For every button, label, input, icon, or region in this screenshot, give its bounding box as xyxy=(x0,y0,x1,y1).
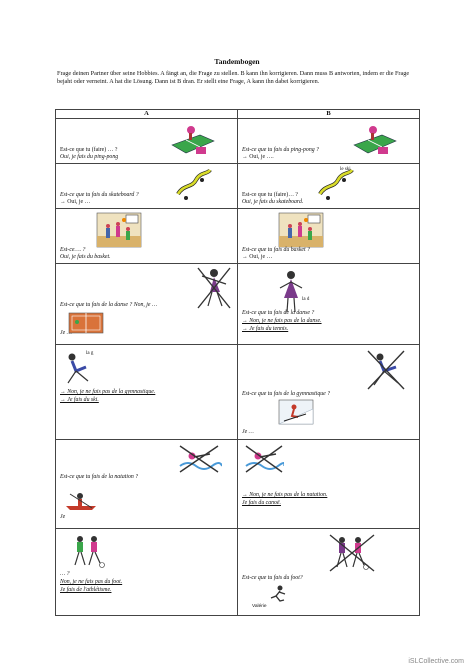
cell-b-7 xyxy=(238,529,420,616)
row6-b-answer-2: Je fais du canoë. xyxy=(242,500,281,506)
table-header-row xyxy=(56,110,420,119)
gymnast-crossed-icon xyxy=(366,349,406,391)
cell-b-5 xyxy=(238,345,420,440)
cell-b-4 xyxy=(238,264,420,345)
cell-a-6 xyxy=(56,440,238,529)
canoe-icon xyxy=(64,490,98,512)
row2-b-answer: Oui, je fais du skateboard. xyxy=(242,199,304,205)
row7-b-caption: Valérie xyxy=(252,604,267,609)
row1-a-answer: Oui, je fais du ping-pong xyxy=(60,154,119,160)
row5-a-answer-1: → Non, je ne fais pas de la gymnastique. xyxy=(60,389,156,395)
swimmer-crossed-icon xyxy=(244,444,284,474)
footer-watermark: iSLCollective.com xyxy=(408,658,464,665)
row4-b-answer-2: → Je fais du tennis. xyxy=(242,326,289,332)
row5-b-answer: Je … xyxy=(242,429,254,435)
row2-a-question: Est-ce que tu fais du skateboard ? xyxy=(60,192,139,198)
cell-b-3 xyxy=(238,209,420,264)
column-header-a: A xyxy=(56,110,238,119)
cell-a-2 xyxy=(56,164,238,209)
dancer-icon xyxy=(276,268,306,314)
dancer-crossed-icon xyxy=(196,266,232,310)
row4-b-answer-1: → Non, je ne fais pas de la danse. xyxy=(242,318,322,324)
row4-b-tag: la d xyxy=(302,297,310,302)
row7-a-question: … ? xyxy=(60,571,70,577)
row2-b-question: Est-ce que tu (faire)… ? xyxy=(242,192,299,198)
instructions: Frage deinen Partner über seine Hobbies. A fängt an, die Frage zu stellen. B kann ihn korrigieren. Dann muss B antworten, indem er die Frage bejaht oder verneint. A hat die Lösung. Dann ist B dran. Er stellt eine Frage, A kann ihn dabei korrigieren. xyxy=(57,70,410,85)
row3-b-answer: → Oui, je … xyxy=(242,254,273,260)
row3-a-question: Est-ce…. ? xyxy=(60,247,86,253)
row4-a-answer: Je … xyxy=(60,330,72,336)
row7-a-answer-1: Non, je ne fais pas du foot. xyxy=(60,579,123,585)
tandem-table xyxy=(55,109,420,616)
table-row xyxy=(56,529,420,616)
row4-a-question: Est-ce que tu fais de la danse ? Non, je … xyxy=(60,302,158,308)
column-header-b: B xyxy=(238,110,420,119)
table-row xyxy=(56,164,420,209)
row1-b-question: Est-ce que tu fais du ping-pong ? xyxy=(242,147,319,153)
football-crossed-icon xyxy=(328,533,376,573)
row3-b-question: Est-ce que tu fais du basket ? xyxy=(242,247,310,253)
cell-b-2 xyxy=(238,164,420,209)
row5-a-answer-2: → Je fais du ski. xyxy=(60,397,99,403)
basketball-icon xyxy=(96,212,142,248)
table-row xyxy=(56,119,420,164)
swimmer-crossed-icon xyxy=(178,444,222,474)
row1-a-question: Est-ce que tu (faire) … ? xyxy=(60,147,118,153)
row5-b-question: Est-ce que tu fais de la gymnastique ? xyxy=(242,391,331,397)
row6-a-question: Est-ce que tu fais de la natation ? xyxy=(60,474,139,480)
cell-b-6 xyxy=(238,440,420,529)
row6-a-answer: Je xyxy=(60,514,66,520)
football-icon xyxy=(68,533,108,569)
cell-b-1 xyxy=(238,119,420,164)
row7-b-question: Est-ce que tu fais du foot? xyxy=(242,575,303,581)
cell-a-1 xyxy=(56,119,238,164)
row2-b-tag: le ski xyxy=(340,167,351,172)
row7-a-answer-2: Je fais de l'athlétisme. xyxy=(60,587,112,593)
runner-icon xyxy=(268,585,288,603)
tennis-court-icon xyxy=(68,312,104,334)
row6-b-answer-1: → Non, je ne fais pas de la natation. xyxy=(242,492,328,498)
skateboard-icon xyxy=(174,166,214,202)
row2-a-answer: → Oui, je … xyxy=(60,199,91,205)
row5-a-tag: la g xyxy=(86,351,94,356)
page-title: Tandembogen xyxy=(214,57,260,66)
table-row xyxy=(56,264,420,345)
basketball-icon xyxy=(278,212,324,248)
table-row xyxy=(56,209,420,264)
row3-a-answer: Oui, je fais du basket. xyxy=(60,254,111,260)
row4-b-question: Est-ce que tu fais de la danse ? xyxy=(242,310,315,316)
cell-a-5 xyxy=(56,345,238,440)
skier-icon xyxy=(278,399,314,425)
table-row xyxy=(56,345,420,440)
row1-b-answer: → Oui, je …. xyxy=(242,154,274,160)
cell-a-7 xyxy=(56,529,238,616)
ping-pong-icon xyxy=(348,123,398,155)
table-row xyxy=(56,440,420,529)
cell-a-4 xyxy=(56,264,238,345)
ping-pong-icon xyxy=(166,123,216,155)
cell-a-3 xyxy=(56,209,238,264)
